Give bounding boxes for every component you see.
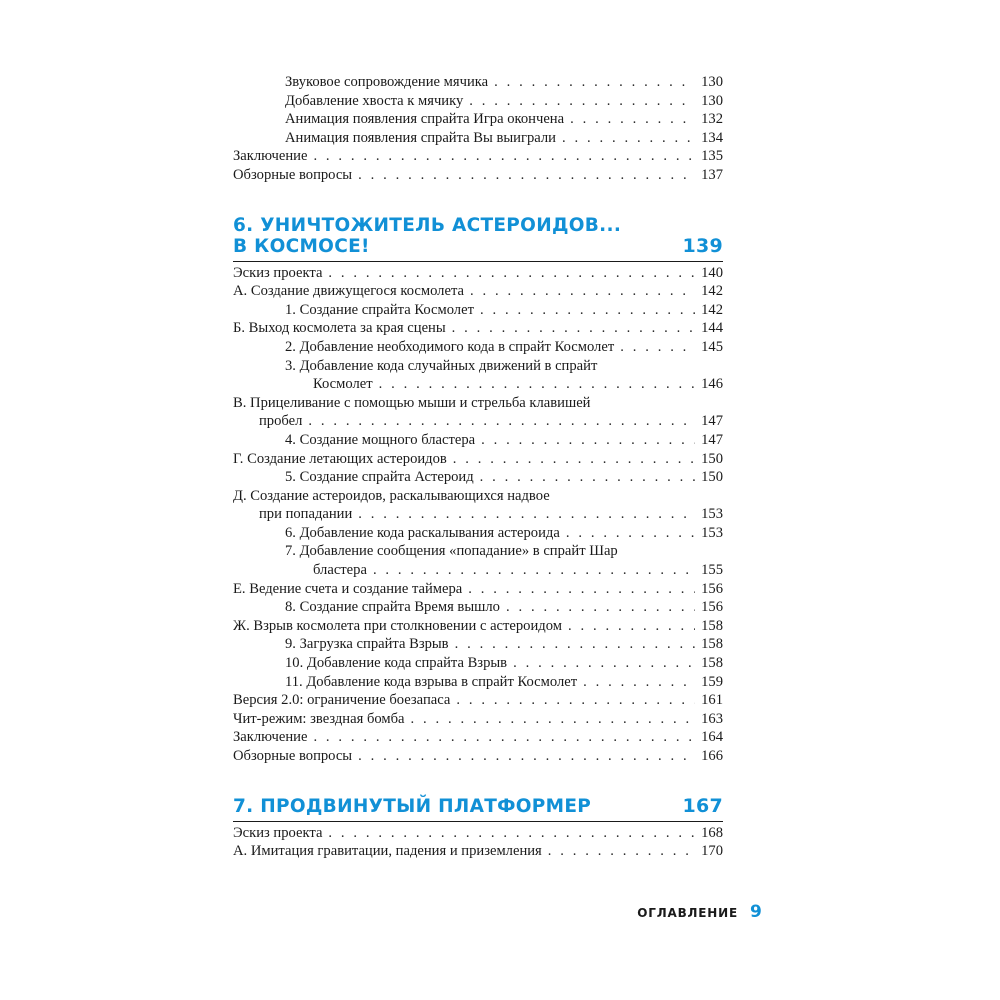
- toc-entry-page: 164: [701, 729, 723, 746]
- toc-leader-dots: [328, 824, 695, 843]
- toc-entry-title: 8. Создание спрайта Время вышло: [285, 599, 500, 616]
- toc-entry-first-line[interactable]: В. Прицеливание с помощью мыши и стрельба клавишей: [233, 394, 591, 411]
- toc-entry-page: 142: [701, 301, 723, 318]
- toc-entry-page: 159: [701, 673, 723, 690]
- toc-entry-title: Обзорные вопросы: [233, 748, 353, 764]
- toc-entry[interactable]: [233, 431, 723, 450]
- toc-entry[interactable]: [233, 73, 723, 92]
- toc-entry-page: 153: [701, 524, 723, 541]
- toc-entry[interactable]: [233, 654, 723, 673]
- toc-entry-page: 150: [701, 469, 723, 486]
- toc-leader-dots: [313, 147, 695, 166]
- toc-entry[interactable]: [233, 450, 723, 469]
- toc-entry[interactable]: [233, 338, 723, 357]
- toc-entry-first-line[interactable]: 7. Добавление сообщения «попадание» в спрайт Шар: [285, 543, 618, 560]
- toc-leader-dots: [469, 92, 695, 111]
- toc-entry-page: 170: [701, 843, 723, 860]
- toc-leader-dots: [358, 505, 695, 524]
- toc-section-chapter6: [233, 264, 723, 766]
- toc-entry-page: 161: [701, 692, 723, 709]
- toc-entry-page: 168: [701, 824, 723, 841]
- toc-entry-title: 5. Создание спрайта Астероид: [285, 469, 474, 486]
- toc-leader-dots: [494, 73, 695, 92]
- toc-leader-dots: [513, 654, 695, 673]
- toc-entry[interactable]: [233, 673, 723, 692]
- running-footer-label: ОГЛАВЛЕНИЕ: [637, 906, 738, 920]
- toc-entry-title: Анимация появления спрайта Вы выиграли: [285, 129, 556, 146]
- toc-leader-dots: [562, 129, 695, 148]
- toc-entry[interactable]: [233, 129, 723, 148]
- toc-entry-title: пробел: [259, 413, 303, 430]
- toc-leader-dots: [468, 580, 695, 599]
- toc-entry-page: 147: [701, 431, 723, 448]
- toc-entry[interactable]: [233, 319, 723, 338]
- toc-entry[interactable]: [233, 728, 723, 747]
- toc-entry[interactable]: [233, 524, 723, 543]
- toc-entry-title: Эскиз проекта: [233, 264, 323, 281]
- toc-entry-title: Заключение: [233, 148, 308, 165]
- toc-entry-page: 134: [701, 129, 723, 146]
- toc-section-previous: [233, 73, 723, 185]
- toc-entry-title: Заключение: [233, 729, 308, 746]
- toc-leader-dots: [313, 728, 695, 747]
- toc-leader-dots: [358, 747, 695, 766]
- toc-entry[interactable]: [233, 710, 723, 729]
- toc-entry-title: Эскиз проекта: [233, 824, 323, 841]
- chapter-heading-6[interactable]: [233, 215, 723, 257]
- toc-entry[interactable]: [233, 617, 723, 636]
- chapter-page: 139: [682, 234, 723, 257]
- toc-entry[interactable]: [233, 598, 723, 617]
- toc-entry[interactable]: [233, 147, 723, 166]
- chapter-title-line: В КОСМОСЕ!: [233, 235, 370, 257]
- toc-leader-dots: [481, 431, 695, 450]
- toc-entry-page: 158: [701, 617, 723, 634]
- toc-entry-page: 142: [701, 283, 723, 300]
- toc-entry-page: 132: [701, 111, 723, 128]
- toc-entry-title: Добавление хвоста к мячику: [285, 92, 464, 109]
- toc-leader-dots: [480, 301, 695, 320]
- toc-leader-dots: [470, 282, 695, 301]
- toc-entry[interactable]: [233, 468, 723, 487]
- toc-entry-title: Звуковое сопровождение мячика: [285, 74, 489, 90]
- toc-entry[interactable]: [233, 691, 723, 710]
- toc-entry-page: 166: [701, 748, 723, 764]
- toc-entry-title: Обзорные вопросы: [233, 166, 353, 183]
- toc-entry-page: 155: [701, 562, 723, 579]
- toc-entry-title: 9. Загрузка спрайта Взрыв: [285, 636, 449, 653]
- chapter-title: [233, 215, 621, 257]
- toc-entry-page: 156: [701, 599, 723, 616]
- toc-entry-title: 10. Добавление кода спрайта Взрыв: [285, 655, 508, 672]
- chapter-divider: [233, 821, 723, 822]
- toc-entry-page: 130: [701, 92, 723, 109]
- toc-entry-title: А. Создание движущегося космолета: [233, 283, 464, 300]
- toc-entry-first-line[interactable]: Д. Создание астероидов, раскалывающихся надвое: [233, 487, 550, 504]
- page-number: 9: [750, 902, 762, 922]
- toc-entry-page: 150: [701, 450, 723, 467]
- toc-entry-page: 144: [701, 320, 723, 337]
- toc-entry[interactable]: [233, 166, 723, 185]
- toc-entry[interactable]: [233, 301, 723, 320]
- toc-entry[interactable]: [233, 282, 723, 301]
- toc-entry-title: 11. Добавление кода взрыва в спрайт Космолет: [285, 673, 578, 690]
- toc-entry-title: Чит-режим: звездная бомба: [233, 710, 405, 727]
- toc-entry-page: 145: [701, 338, 723, 355]
- toc-entry[interactable]: [233, 505, 723, 524]
- toc-entry-title: Е. Ведение счета и создание таймера: [233, 580, 463, 597]
- toc-entry-title: А. Имитация гравитации, падения и приземления: [233, 843, 542, 860]
- toc-entry[interactable]: [233, 412, 723, 431]
- toc-entry[interactable]: [233, 747, 723, 766]
- toc-leader-dots: [583, 673, 695, 692]
- toc-entry-first-line[interactable]: 3. Добавление кода случайных движений в спрайт: [285, 357, 598, 374]
- toc-entry[interactable]: [233, 635, 723, 654]
- toc-entry[interactable]: [233, 92, 723, 111]
- toc-entry-title: бластера: [313, 562, 367, 579]
- toc-section-chapter7: [233, 824, 723, 861]
- toc-entry-title: 4. Создание мощного бластера: [285, 431, 476, 448]
- toc-entry-page: 140: [701, 264, 723, 281]
- toc-entry[interactable]: [233, 264, 723, 283]
- toc-leader-dots: [568, 617, 695, 636]
- toc-leader-dots: [455, 635, 696, 654]
- toc-entry[interactable]: [233, 580, 723, 599]
- toc-entry-title: 1. Создание спрайта Космолет: [285, 301, 474, 318]
- toc-leader-dots: [480, 468, 695, 487]
- toc-entry-page: 158: [701, 655, 723, 672]
- toc-entry-page: 135: [701, 148, 723, 165]
- toc-leader-dots: [379, 375, 695, 394]
- chapter-title-line: 6. УНИЧТОЖИТЕЛЬ АСТЕРОИДОВ...: [233, 214, 622, 236]
- toc-entry[interactable]: [233, 824, 723, 843]
- toc-entry-title: Ж. Взрыв космолета при столкновении с астероидом: [233, 617, 562, 634]
- toc-entry-title: 2. Добавление необходимого кода в спрайт Космолет: [285, 338, 615, 355]
- toc-entry[interactable]: [233, 375, 723, 394]
- toc-entry-page: 156: [701, 580, 723, 597]
- toc-leader-dots: [328, 264, 695, 283]
- toc-entry-page: 137: [701, 166, 723, 183]
- toc-leader-dots: [411, 710, 696, 729]
- toc-entry-page: 130: [701, 74, 723, 90]
- toc-leader-dots: [456, 691, 695, 710]
- toc-entry-title: Космолет: [313, 376, 373, 393]
- toc-entry[interactable]: [233, 110, 723, 129]
- toc-leader-dots: [570, 110, 695, 129]
- toc-entry-title: Б. Выход космолета за края сцены: [233, 320, 446, 337]
- chapter-heading-7[interactable]: [233, 796, 723, 817]
- chapter-title: 7. ПРОДВИНУТЫЙ ПЛАТФОРМЕР: [233, 795, 592, 817]
- toc-leader-dots: [453, 450, 695, 469]
- toc-entry-title: Г. Создание летающих астероидов: [233, 450, 447, 467]
- toc-leader-dots: [452, 319, 695, 338]
- toc-entry-title: 6. Добавление кода раскалывания астероида: [285, 524, 560, 541]
- toc-leader-dots: [548, 842, 695, 861]
- toc-leader-dots: [358, 166, 695, 185]
- toc-entry-title: при попадании: [259, 506, 353, 523]
- chapter-page: 167: [682, 794, 723, 817]
- toc-leader-dots: [566, 524, 695, 543]
- toc-entry-page: 147: [701, 413, 723, 430]
- toc-entry[interactable]: [233, 561, 723, 580]
- toc-leader-dots: [373, 561, 695, 580]
- toc-leader-dots: [506, 598, 695, 617]
- toc-entry-page: 146: [701, 376, 723, 393]
- toc-entry-page: 153: [701, 506, 723, 523]
- toc-leader-dots: [620, 338, 695, 357]
- toc-entry-title: Версия 2.0: ограничение боезапаса: [233, 692, 451, 709]
- chapter-divider: [233, 261, 723, 262]
- toc-entry[interactable]: [233, 842, 723, 861]
- toc-page: [233, 73, 723, 861]
- toc-entry-title: Анимация появления спрайта Игра окончена: [285, 111, 565, 128]
- toc-leader-dots: [308, 412, 695, 431]
- toc-entry-page: 163: [701, 710, 723, 727]
- toc-entry-page: 158: [701, 636, 723, 653]
- page-footer: [0, 902, 1000, 922]
